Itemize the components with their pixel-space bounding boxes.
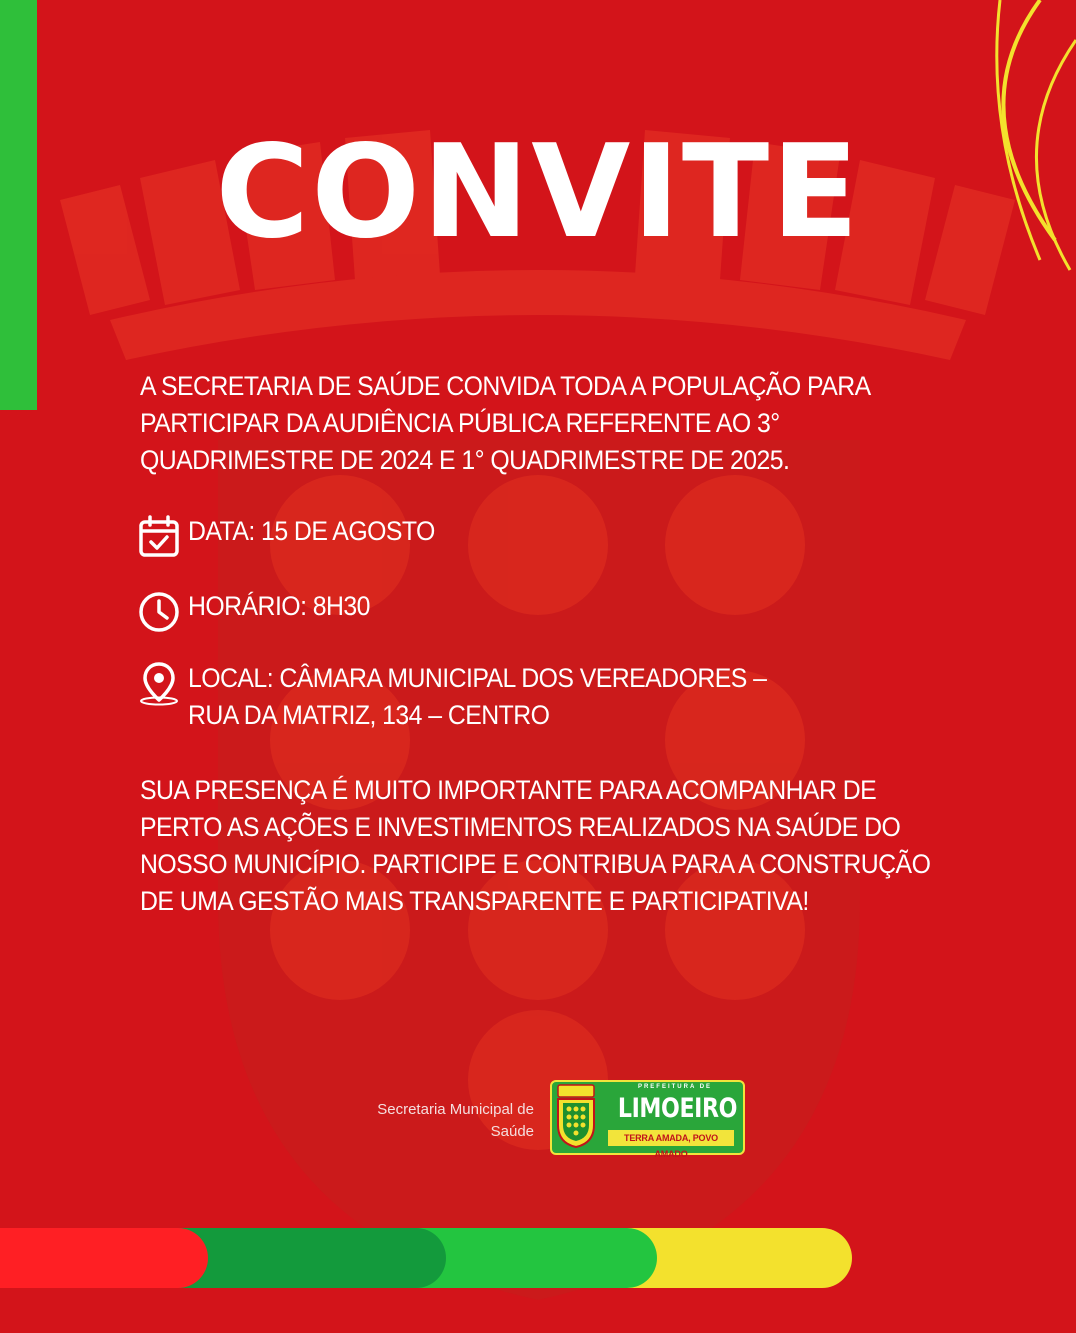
time-label: HORÁRIO: 8H30 xyxy=(188,591,370,621)
bar-red xyxy=(0,1228,208,1288)
clock-icon xyxy=(136,588,182,634)
local-label xyxy=(188,660,766,734)
logo-emblem-icon xyxy=(554,1083,598,1149)
date-row xyxy=(136,513,456,559)
time-row xyxy=(136,588,386,634)
page-title: CONVITE xyxy=(215,118,861,267)
local-line-1: LOCAL: CÂMARA MUNICIPAL DOS VEREADORES – xyxy=(188,663,767,693)
department-line-1: Secretaria Municipal de xyxy=(377,1101,534,1118)
limoeiro-logo xyxy=(550,1080,745,1159)
logo-slogan: TERRA AMADA, POVO AMADO xyxy=(608,1130,734,1146)
department-line-2: Saúde xyxy=(490,1123,534,1140)
local-row xyxy=(136,660,817,734)
outro-text: SUA PRESENÇA É MUITO IMPORTANTE PARA ACOMPANHAR DE PERTO AS AÇÕES E INVESTIMENTOS REALIZADOS NA SAÚDE DO NOSSO MUNICÍPIO. PARTICIPE E CONTRIBUA PARA A CONSTRUÇÃO DE UMA GESTÃO MAIS TRANSPARENTE E PARTICIPATIVA! xyxy=(140,775,931,916)
intro-text: A SECRETARIA DE SAÚDE CONVIDA TODA A POPULAÇÃO PARA PARTICIPAR DA AUDIÊNCIA PÚBLICA REFERENTE AO 3° QUADRIMESTRE DE 2024 E 1° QUADRIMESTRE DE 2025. xyxy=(140,371,870,475)
map-pin-icon xyxy=(136,660,182,706)
department-name xyxy=(300,1099,534,1143)
logo-top-text: PREFEITURA DE xyxy=(637,1084,713,1090)
local-line-2: RUA DA MATRIZ, 134 – CENTRO xyxy=(188,700,550,730)
calendar-check-icon xyxy=(136,513,182,559)
date-label: DATA: 15 DE AGOSTO xyxy=(188,516,435,546)
bottom-color-bars xyxy=(0,1228,860,1288)
logo-main-text: LIMOEIRO xyxy=(617,1093,738,1124)
